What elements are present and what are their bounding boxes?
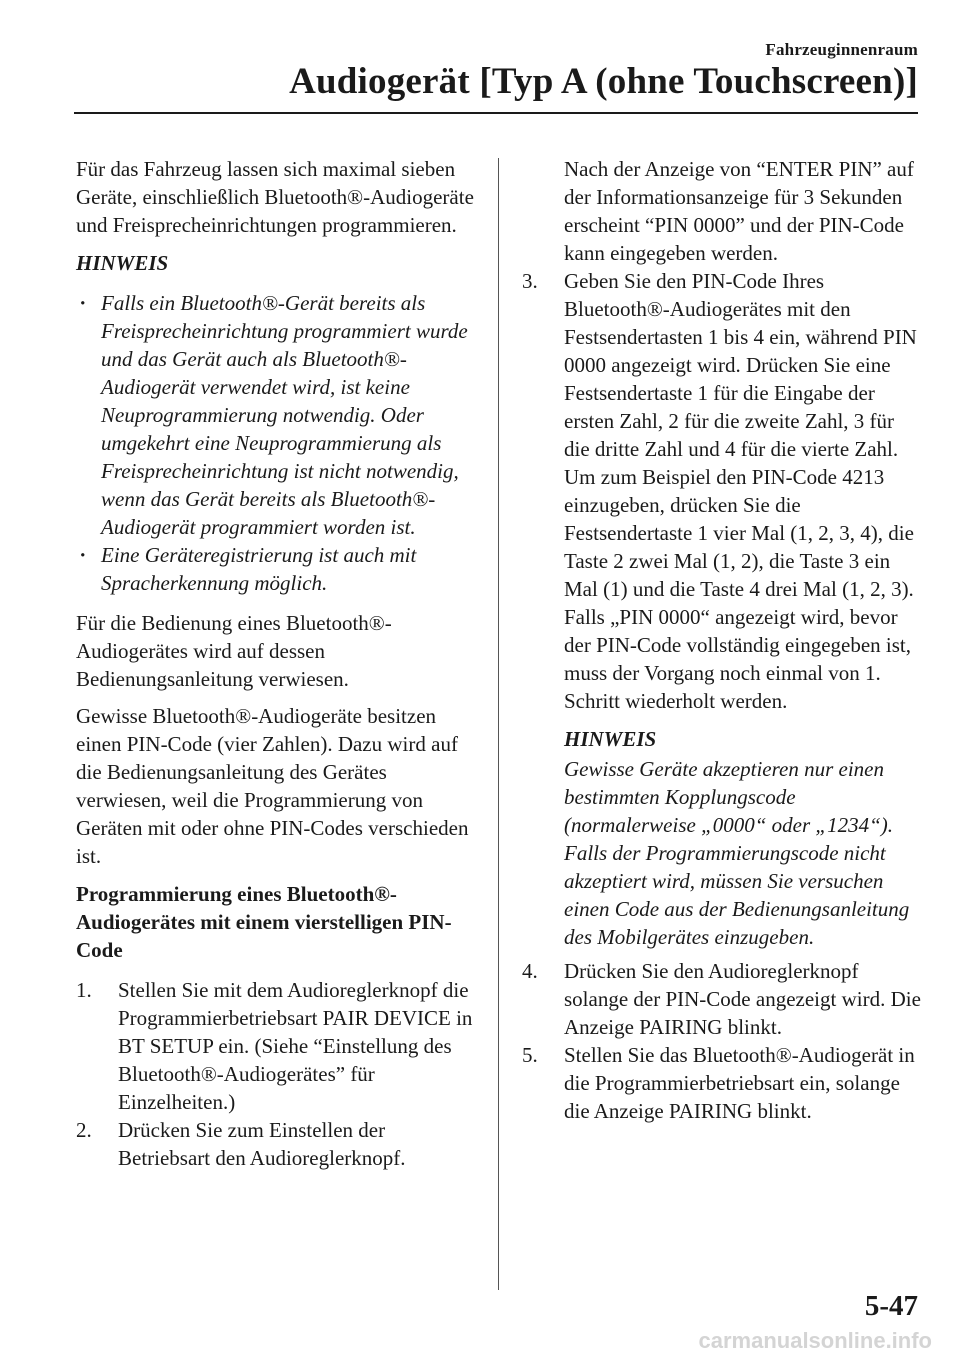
step-continuation: Nach der Anzeige von “ENTER PIN” auf der Informationsanzeige für 3 Sekunden erscheint “PIN 0000” und der PIN-Code kann eingegeben werden. [564,157,914,265]
step-item [76,976,476,1116]
section-subheading: Programmierung eines Bluetooth®-Audiogerätes mit einem vierstelligen PIN-Code [76,882,452,962]
step-number: 3. [522,269,538,293]
step-number: 1. [76,978,92,1002]
left-column [76,155,476,1172]
column-divider [498,158,499,1290]
step-text: Drücken Sie zum Einstellen der Betriebsart den Audioreglerknopf. [118,1118,406,1170]
step-list [76,976,476,1172]
step-item [76,1116,476,1172]
step-text: Stellen Sie das Bluetooth®-Audiogerät in die Programmierbetriebsart ein, solange die Anzeige PAIRING blinkt. [564,1043,915,1123]
note-heading: HINWEIS [76,251,169,275]
step-note [522,725,922,951]
operation-paragraph: Für die Bedienung eines Bluetooth®-Audiogerätes wird auf dessen Bedienungsanleitung verwiesen. [76,611,392,691]
note-bullet: · Falls ein Bluetooth®-Gerät bereits als Freisprecheinrichtung programmiert wurde und das Gerät auch als Bluetooth®-Audiogerät verwendet wird, ist keine Neuprogrammierung notwendig. Oder umgekehrt eine Neuprogrammierung als Freisprecheinrichtung ist nicht notwendig, wenn das Gerät bereits als Bluetooth®-Audiogerät programmiert worden ist. [76,289,476,541]
step-item [522,267,922,715]
step-text: Geben Sie den PIN-Code Ihres Bluetooth®-Audiogerätes mit den Festsendertasten 1 bis 4 ein, während PIN 0000 angezeigt wird. Drücken Sie eine Festsendertaste 1 für die Eingabe der ersten Zahl, 2 für die zweite Zahl, 3 für die dritte Zahl und 4 für die vierte Zahl. Um zum Beispiel den PIN-Code 4213 einzugeben, drücken Sie die Festsendertaste 1 vier Mal (1, 2, 3, 4), die Taste 2 zwei Mal (1, 2), die Taste 3 ein Mal (1) und die Taste 4 drei Mal (1, 2, 3). Falls „PIN 0000“ angezeigt wird, bevor der PIN-Code vollständig eingegeben ist, muss der Vorgang noch einmal von 1. Schritt wiederholt werden. [564,269,917,713]
right-column [522,155,922,1125]
pin-paragraph: Gewisse Bluetooth®-Audiogeräte besitzen einen PIN-Code (vier Zahlen). Dazu wird auf die Bedienungsanleitung des Gerätes verwiesen, weil die Programmierung von Geräten mit oder ohne PIN-Codes verschieden ist. [76,704,469,868]
step-number: 4. [522,959,538,983]
step-number: 5. [522,1043,538,1067]
step-list [522,267,922,715]
note-heading: HINWEIS [564,727,657,751]
page-number: 5-47 [864,1290,918,1322]
step-item [522,957,922,1041]
watermark: carmanualsonline.info [698,1328,932,1353]
step-item [522,1041,922,1125]
step-text: Stellen Sie mit dem Audioreglerknopf die Programmierbetriebsart PAIR DEVICE in BT SETUP ein. (Siehe “Einstellung des Bluetooth®-Audiogerätes” für Einzelheiten.) [118,978,473,1114]
note-bullet: · Eine Geräteregistrierung ist auch mit Spracherkennung möglich. [76,541,476,597]
step-list [522,957,922,1125]
step-number: 2. [76,1118,92,1142]
intro-paragraph: Für das Fahrzeug lassen sich maximal sieben Geräte, einschließlich Bluetooth®-Audiogeräte und Freisprecheinrichtungen programmieren. [76,157,474,237]
note-text: Gewisse Geräte akzeptieren nur einen bestimmten Kopplungscode (normalerweise „0000“ oder „1234“). Falls der Programmierungscode nicht akzeptiert wird, müssen Sie versuchen einen Code aus der Bedienungsanleitung des Mobilgerätes einzugeben. [564,757,910,949]
title-rule [74,112,918,114]
note-bullet-list [76,289,476,597]
step-text: Drücken Sie den Audioreglerknopf solange der PIN-Code angezeigt wird. Die Anzeige PAIRING blinkt. [564,959,921,1039]
page-title: Audiogerät [Typ A (ohne Touchscreen)] [289,61,918,102]
section-label: Fahrzeuginnenraum [765,40,918,59]
